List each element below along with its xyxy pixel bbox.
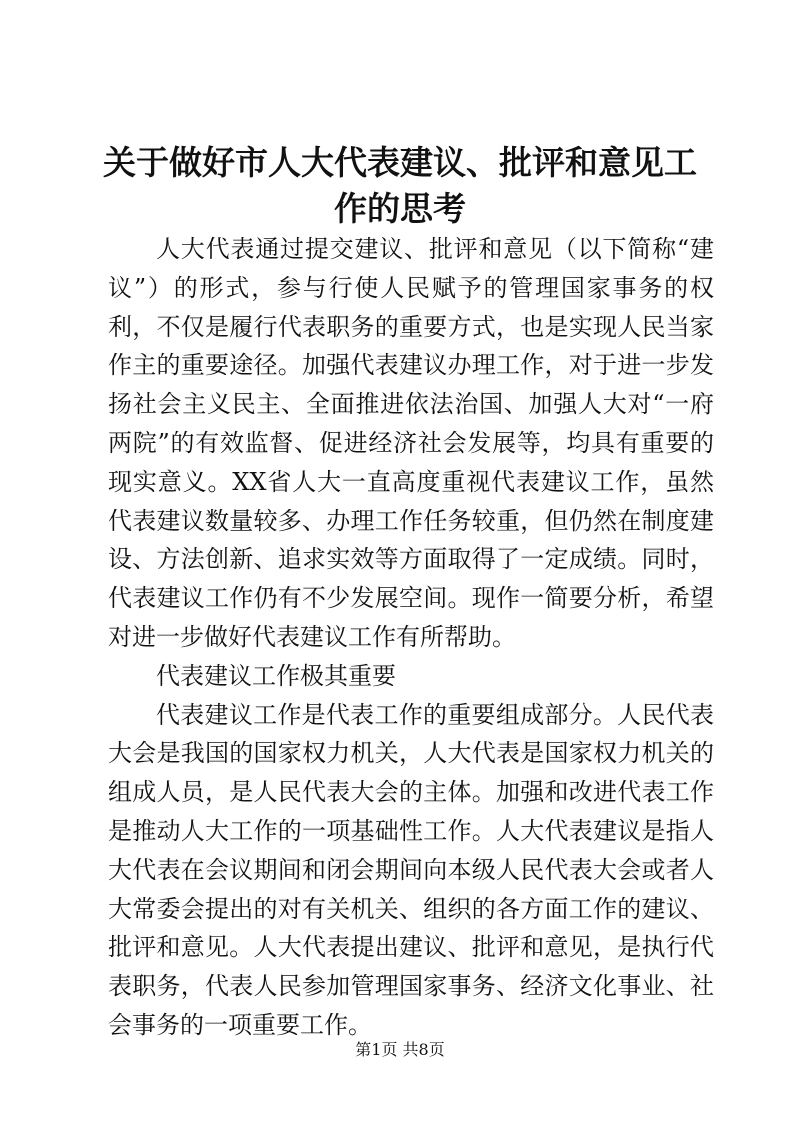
- paragraph-importance: 代表建议工作是代表工作的重要组成部分。人民代表大会是我国的国家权力机关，人大代表是国家权力机关的组成人员，是人民代表大会的主体。加强和改进代表工作是推动人大工作的一项基础性工作。人大代表建议是指人大代表在会议期间和闭会期间向本级人民代表大会或者人大常委会提出的对有关机关、组织的各方面工作的建议、批评和意见。人大代表提出建议、批评和意见，是执行代表职务，代表人民参加管理国家事务、经济文化事业、社会事务的一项重要工作。: [108, 700, 714, 1039]
- page-footer: 第1页 共8页: [355, 1040, 445, 1059]
- paragraph-intro: 人大代表通过提交建议、批评和意见（以下简称“建议”）的形式，参与行使人民赋予的管理国家事务的权利，不仅是履行代表职务的重要方式，也是实现人民当家作主的重要途径。加强代表建议办理工作，对于进一步发扬社会主义民主、全面推进依法治国、加强人大对“一府两院”的有效监督、促进经济社会发展等，均具有重要的现实意义。XX省人大一直高度重视代表建议工作，虽然代表建议数量较多、办理工作任务较重，但仍然在制度建设、方法创新、追求实效等方面取得了一定成绩。同时，代表建议工作仍有不少发展空间。现作一简要分析，希望对进一步做好代表建议工作有所帮助。: [108, 235, 714, 651]
- document-body: [108, 230, 714, 1045]
- document-title: 关于做好市人大代表建议、批评和意见工作的思考: [103, 143, 697, 228]
- section-heading: 代表建议工作极其重要: [156, 661, 396, 690]
